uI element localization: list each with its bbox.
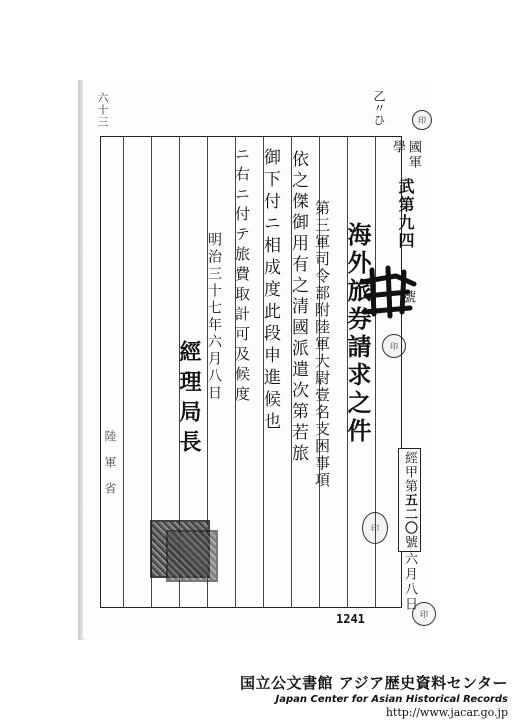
rule-line [123, 137, 124, 607]
document-title: 海外旅券請求之件 [343, 222, 372, 446]
body-line: ニ右ニ付テ旅費取計可及候度 [233, 146, 251, 406]
body-line: 第三軍司令部附陸軍大尉壹名支困事項 [313, 200, 331, 489]
page-number: 1241 [336, 612, 365, 626]
folio-number: 六十三 [96, 92, 109, 128]
oval-seal: 印 [362, 512, 388, 544]
credit-english: Japan Center for Asian Historical Records [275, 694, 508, 705]
credit-japanese: 国立公文書館 アジア歴史資料センター [239, 674, 508, 692]
receipt-label: 經甲第 [402, 451, 417, 493]
header-category: 國軍 [406, 140, 421, 170]
header-subject-mark: 學 [390, 140, 405, 155]
archive-credit [196, 672, 508, 719]
square-seal [166, 530, 218, 582]
body-line: 御下付ニ相成度此段申進候也 [260, 148, 280, 434]
header-suffix: 號 [400, 290, 415, 305]
credit-url: http://www.jacar.go.jp [385, 706, 508, 719]
seal-stamp: 印 [412, 602, 436, 626]
receipt-suffix: 號 [402, 535, 417, 549]
receipt-date: 六月八日 [402, 552, 417, 612]
receipt-number: 五二〇 [402, 493, 417, 535]
seal-stamp: 印 [382, 334, 406, 358]
top-note: 乙〃ひ [372, 90, 386, 126]
receipt-box [398, 448, 421, 552]
left-margin-note: 陸軍省 [103, 430, 117, 508]
seal-stamp: 印 [412, 110, 432, 130]
body-line: 依之傑御用有之清國派遣次第若旅 [288, 150, 308, 465]
document-date: 明治三十七年六月八日 [206, 232, 222, 402]
header-series: 武第九四 [396, 178, 415, 250]
signature: 經理局長 [176, 340, 202, 460]
